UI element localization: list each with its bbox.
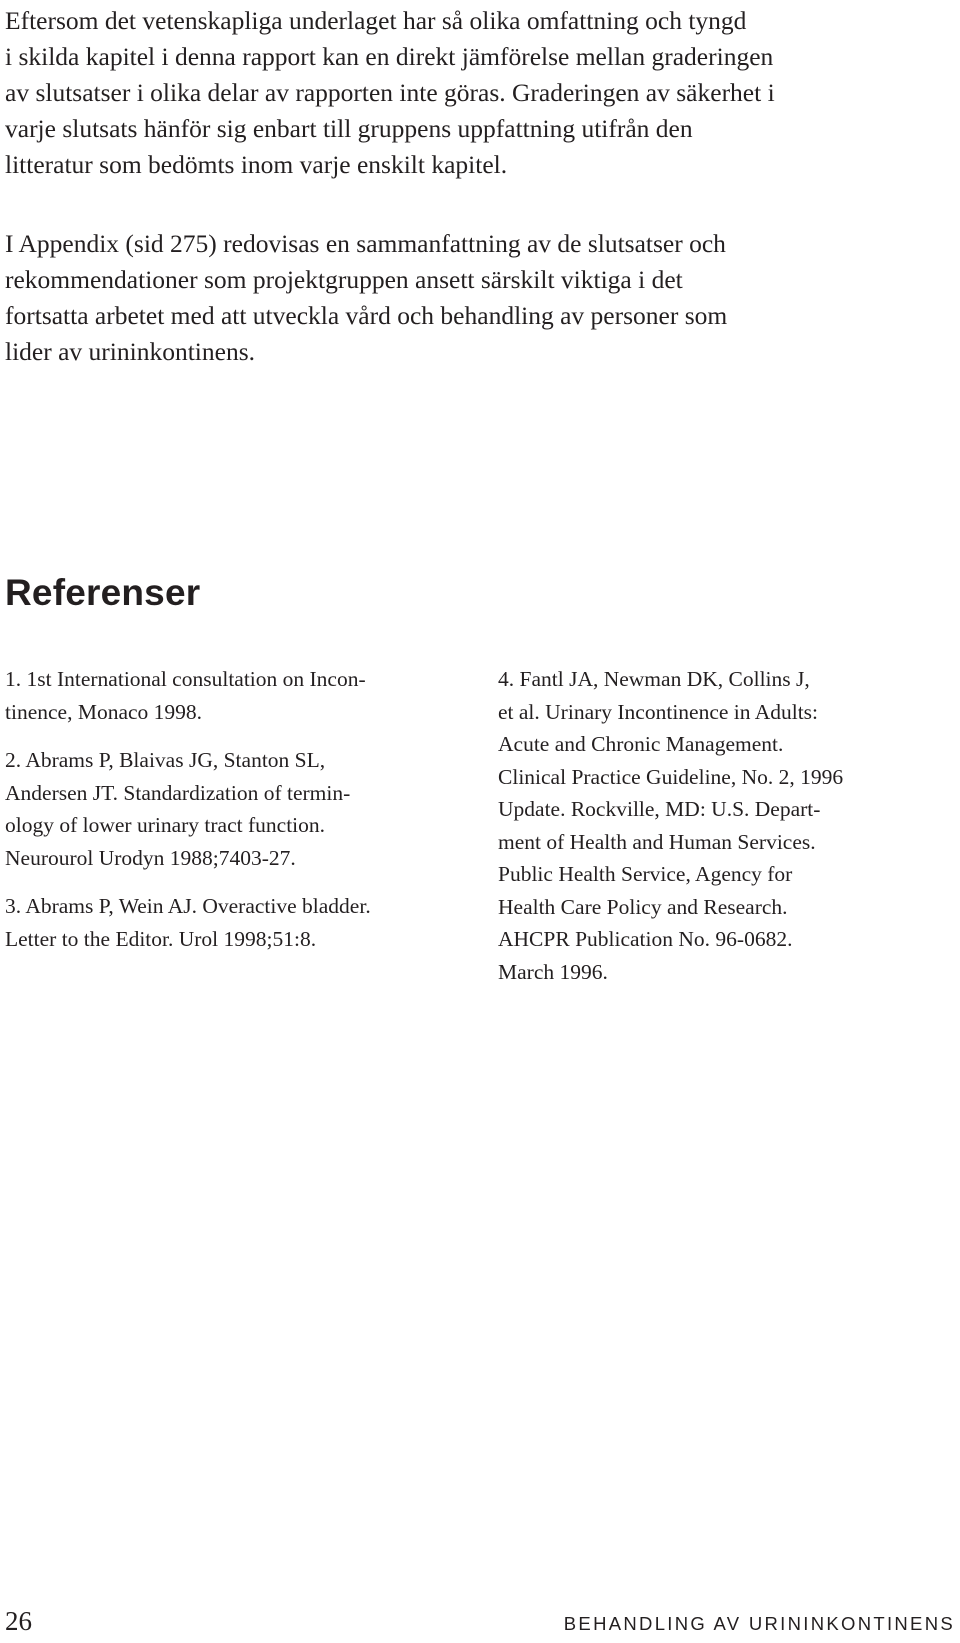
reference-item: 4. Fantl JA, Newman DK, Collins J, et al. Urinary Incontinence in Adults: Acute and Chronic Management. Clinical Practice Guideline, No. 2, 1996 Update. Rockville, MD: U.S. Depart- ment of Health and Human Services. Public Health Service, Agency for Health Care Policy and Research. AHCPR Publication No. 96-0682. March 1996. (498, 667, 844, 984)
references-right-column (498, 663, 958, 1004)
reference-item: 1. 1st International consultation on Incon- tinence, Monaco 1998. (5, 667, 366, 724)
page-number: 26 (5, 1606, 32, 1636)
body-paragraph-1: Eftersom det vetenskapliga underlaget har så olika omfattning och tyngd i skilda kapitel i denna rapport kan en direkt jämförelse mellan graderingen av slutsatser i olika delar av rapporten inte göras. Graderingen av säkerhet i varje slutsats hänför sig enbart till gruppens uppfattning utifrån den litteratur som bedömts inom varje enskilt kapitel. (5, 6, 775, 179)
reference-item: 3. Abrams P, Wein AJ. Overactive bladder. Letter to the Editor. Urol 1998;51:8. (5, 894, 371, 951)
body-paragraph-2: I Appendix (sid 275) redovisas en sammanfattning av de slutsatser och rekommendationer som projektgruppen ansett särskilt viktiga i det fortsatta arbetet med att utveckla vård och behandling av personer som lider av urininkontinens. (5, 229, 728, 366)
references-heading: Referenser (5, 572, 201, 613)
references-left-column (5, 663, 450, 971)
reference-item: 2. Abrams P, Blaivas JG, Stanton SL, Andersen JT. Standardization of termin- ology of lower urinary tract function. Neurourol Urodyn 1988;7403-27. (5, 748, 351, 870)
running-title: BEHANDLING AV URININKONTINENS (563, 1613, 955, 1634)
